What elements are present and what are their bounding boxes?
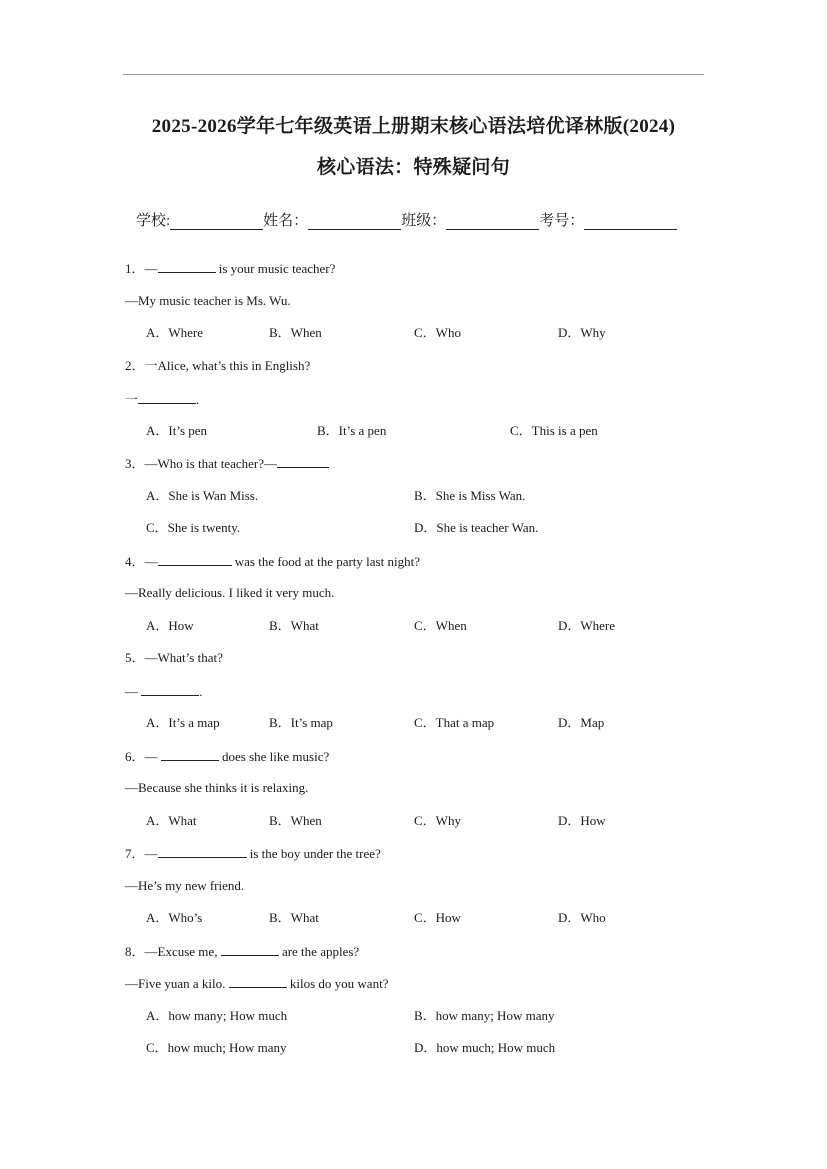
exam-title: 2025-2026学年七年级英语上册期末核心语法培优译林版(2024) xyxy=(151,116,676,137)
question-7-stem xyxy=(125,844,381,863)
question-5-option-a[interactable]: A．It’s a map xyxy=(146,715,220,730)
reply-text: 一 xyxy=(125,392,139,407)
name-label: 姓名： xyxy=(263,213,309,229)
answer-blank[interactable] xyxy=(161,747,219,761)
question-8-option-a[interactable]: A．how many; How much xyxy=(146,1008,288,1023)
stem-text: —What’s that? xyxy=(144,650,223,665)
question-7-option-c[interactable]: C．How xyxy=(414,910,461,925)
question-number: 5． xyxy=(125,650,145,665)
question-7-option-a[interactable]: A．Who’s xyxy=(146,910,203,925)
question-4-stem xyxy=(125,552,420,571)
question-3-option-a[interactable]: A．She is Wan Miss. xyxy=(146,488,259,503)
question-5-option-d[interactable]: D．Map xyxy=(558,715,605,730)
answer-blank[interactable] xyxy=(277,454,329,468)
question-number: 2． xyxy=(125,358,145,373)
question-4-option-a[interactable]: A．How xyxy=(146,618,194,633)
answer-blank[interactable] xyxy=(141,682,199,696)
stem-text: — xyxy=(144,261,158,276)
reply-text: —Five yuan a kilo. xyxy=(125,976,229,991)
question-7-option-b[interactable]: B．What xyxy=(269,910,319,925)
answer-blank[interactable] xyxy=(221,942,279,956)
answer-blank[interactable] xyxy=(158,259,216,273)
question-1-option-a[interactable]: A．Where xyxy=(146,325,204,340)
question-7-option-d[interactable]: D．Who xyxy=(558,910,606,925)
question-6-stem xyxy=(125,747,329,766)
question-5-stem xyxy=(125,649,223,667)
exam-subtitle: 核心语法：特殊疑问句 xyxy=(316,157,510,178)
question-number: 6． xyxy=(125,749,145,764)
question-1-option-c[interactable]: C．Who xyxy=(414,325,461,340)
question-6-option-a[interactable]: A．What xyxy=(146,813,197,828)
question-5-reply xyxy=(125,682,203,701)
question-8-stem xyxy=(125,942,359,961)
question-6-reply: —Because she thinks it is relaxing. xyxy=(125,780,309,795)
answer-blank[interactable] xyxy=(229,974,287,988)
question-1-stem xyxy=(125,259,335,278)
question-number: 7． xyxy=(125,846,145,861)
question-1-option-b[interactable]: B．When xyxy=(269,325,322,340)
school-label: 学校: xyxy=(136,213,171,229)
stem-text: is your music teacher? xyxy=(215,261,336,276)
stem-text: —Excuse me, xyxy=(144,944,221,959)
name-blank[interactable] xyxy=(308,212,401,230)
exam-no-blank[interactable] xyxy=(584,212,677,230)
stem-text: are the apples? xyxy=(278,944,360,959)
question-2-option-a[interactable]: A．It’s pen xyxy=(146,423,208,438)
question-3-stem xyxy=(125,454,329,473)
stem-text: does she like music? xyxy=(218,749,330,764)
header-rule xyxy=(123,74,704,75)
question-3-option-c[interactable]: C．She is twenty. xyxy=(146,520,241,535)
exam-no-label: 考号： xyxy=(539,213,585,229)
question-2-option-c[interactable]: C．This is a pen xyxy=(510,423,598,438)
question-number: 8． xyxy=(125,944,145,959)
question-8-option-d[interactable]: D．how much; How much xyxy=(414,1040,556,1055)
question-2-stem xyxy=(125,357,310,375)
stem-text: — xyxy=(144,846,158,861)
question-6-option-b[interactable]: B．When xyxy=(269,813,322,828)
reply-text: kilos do you want? xyxy=(286,976,389,991)
question-6-option-c[interactable]: C．Why xyxy=(414,813,461,828)
question-2-option-b[interactable]: B．It’s a pen xyxy=(317,423,387,438)
answer-blank[interactable] xyxy=(158,552,232,566)
question-3-option-d[interactable]: D．She is teacher Wan. xyxy=(414,520,539,535)
student-info-row xyxy=(136,209,677,231)
question-4-option-c[interactable]: C．When xyxy=(414,618,467,633)
question-2-reply xyxy=(125,390,199,409)
class-label: 班级： xyxy=(401,213,447,229)
question-number: 4． xyxy=(125,554,145,569)
question-4-option-d[interactable]: D．Where xyxy=(558,618,616,633)
class-blank[interactable] xyxy=(446,212,539,230)
stem-text: is the boy under the tree? xyxy=(246,846,381,861)
answer-blank[interactable] xyxy=(158,844,247,858)
question-4-reply: —Really delicious. I liked it very much. xyxy=(125,585,335,600)
question-5-option-c[interactable]: C．That a map xyxy=(414,715,495,730)
reply-text: . xyxy=(199,684,203,699)
question-4-option-b[interactable]: B．What xyxy=(269,618,319,633)
stem-text: — xyxy=(144,554,158,569)
question-5-option-b[interactable]: B．It’s map xyxy=(269,715,333,730)
question-7-reply: —He’s my new friend. xyxy=(125,878,245,893)
stem-text: — xyxy=(144,749,161,764)
question-8-option-c[interactable]: C．how much; How many xyxy=(146,1040,287,1055)
question-8-reply xyxy=(125,974,388,993)
stem-text: 一Alice, what’s this in English? xyxy=(144,358,311,373)
stem-text: was the food at the party last night? xyxy=(231,554,420,569)
question-3-option-b[interactable]: B．She is Miss Wan. xyxy=(414,488,526,503)
question-number: 1． xyxy=(125,261,145,276)
stem-text: —Who is that teacher?— xyxy=(144,456,277,471)
school-blank[interactable] xyxy=(170,212,263,230)
question-6-option-d[interactable]: D．How xyxy=(558,813,606,828)
reply-text: — xyxy=(125,684,142,699)
question-1-option-d[interactable]: D．Why xyxy=(558,325,606,340)
question-number: 3． xyxy=(125,456,145,471)
answer-blank[interactable] xyxy=(138,390,196,404)
reply-text: . xyxy=(196,392,200,407)
question-1-reply: —My music teacher is Ms. Wu. xyxy=(125,293,291,308)
question-8-option-b[interactable]: B．how many; How many xyxy=(414,1008,555,1023)
